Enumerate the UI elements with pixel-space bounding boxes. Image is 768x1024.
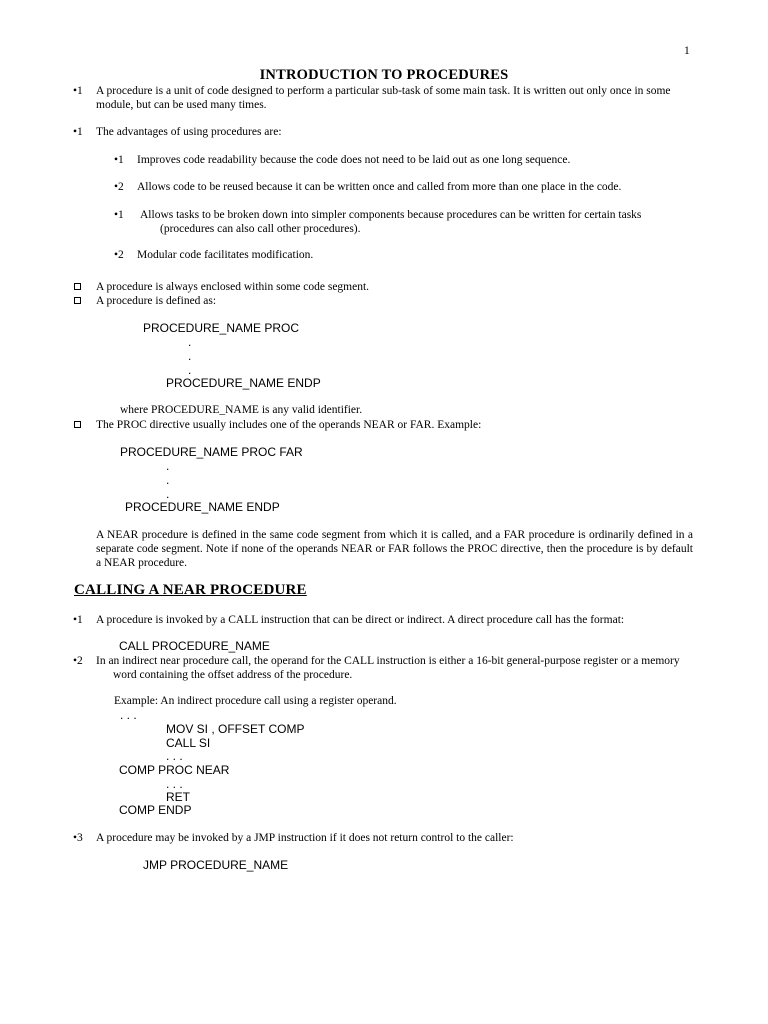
bullet-marker: •2 <box>73 655 83 667</box>
bullet-marker: •1 <box>73 614 83 626</box>
calling-item <box>96 613 693 627</box>
box-item: The PROC directive usually includes one of the operands NEAR or FAR. Example: <box>96 419 482 431</box>
where-text: where PROCEDURE_NAME is any valid identifier. <box>120 404 363 416</box>
near-far-paragraph: A NEAR procedure is defined in the same code segment from which it is called, and a FAR procedure is ordinarily defined in a separate code segment. Note if none of the operands NEAR or FAR follows the PROC directive, then the procedure is by default a NEAR procedure. <box>96 529 693 569</box>
box-item: A procedure is always enclosed within some code segment. <box>96 281 370 293</box>
advantage-item: Modular code facilitates modification. <box>137 249 314 261</box>
calling-item: A procedure may be invoked by a JMP instruction if it does not return control to the caller: <box>96 832 514 844</box>
code-line: CALL SI <box>166 736 211 750</box>
code-dots: . . . <box>166 749 183 763</box>
bullet-marker: •1 <box>73 126 83 138</box>
advantage-item <box>140 208 692 236</box>
code-line: MOV SI , OFFSET COMP <box>166 722 305 736</box>
bullet-marker: •2 <box>114 181 124 193</box>
code-line: JMP PROCEDURE_NAME <box>143 858 289 872</box>
advantage-item: Improves code readability because the code does not need to be laid out as one long sequence. <box>137 154 571 166</box>
intro-paragraph: A procedure is a unit of code designed to perform a particular sub-task of some main task. It is written out only once in some module, but can be used many times. <box>96 85 671 111</box>
calling-item-text: In an indirect near procedure call, the operand for the CALL instruction is either a 16-bit general-purpose register or a memory word containing the offset address of the procedure. <box>96 655 680 681</box>
checkbox-bullet-icon <box>74 421 81 428</box>
section-title: CALLING A NEAR PROCEDURE <box>74 582 307 598</box>
bullet-marker: •3 <box>73 832 83 844</box>
box-item: A procedure is defined as: <box>96 295 217 307</box>
advantage-item-text: Allows tasks to be broken down into simpler components because procedures can be written for certain tasks (procedures can also call other procedures). <box>140 209 642 235</box>
code-dot: . <box>188 349 192 363</box>
code-dot: . <box>188 335 192 349</box>
code-line: PROCEDURE_NAME ENDP <box>125 500 280 514</box>
code-line: COMP PROC NEAR <box>119 763 230 777</box>
calling-item <box>96 654 693 682</box>
code-line: COMP ENDP <box>119 803 192 817</box>
bullet-marker: •1 <box>114 154 124 166</box>
code-dots: . . . <box>166 777 183 791</box>
code-dot: . <box>188 363 192 377</box>
code-dot: . <box>166 473 170 487</box>
advantage-item: Allows code to be reused because it can be written once and called from more than one place in the code. <box>137 181 622 193</box>
page-number: 1 <box>684 45 690 57</box>
calling-item-text: A procedure is invoked by a CALL instruction that can be direct or indirect. A direct procedure call has the format: <box>96 614 625 626</box>
page-title: INTRODUCTION TO PROCEDURES <box>259 67 509 83</box>
code-dots: . . . <box>120 708 137 722</box>
bullet-marker: •1 <box>114 209 124 221</box>
code-line: PROCEDURE_NAME ENDP <box>166 376 321 390</box>
code-line: PROCEDURE_NAME PROC <box>143 321 300 335</box>
code-dot: . <box>166 487 170 501</box>
code-dot: . <box>166 459 170 473</box>
checkbox-bullet-icon <box>74 297 81 304</box>
code-line: CALL PROCEDURE_NAME <box>119 639 270 653</box>
bullet-marker: •2 <box>114 249 124 261</box>
code-line: RET <box>166 790 190 804</box>
example-label: Example: An indirect procedure call using a register operand. <box>114 695 397 707</box>
code-line: PROCEDURE_NAME PROC FAR <box>120 445 303 459</box>
checkbox-bullet-icon <box>74 283 81 290</box>
bullet-marker: •1 <box>73 85 83 97</box>
advantages-intro: The advantages of using procedures are: <box>96 126 282 138</box>
